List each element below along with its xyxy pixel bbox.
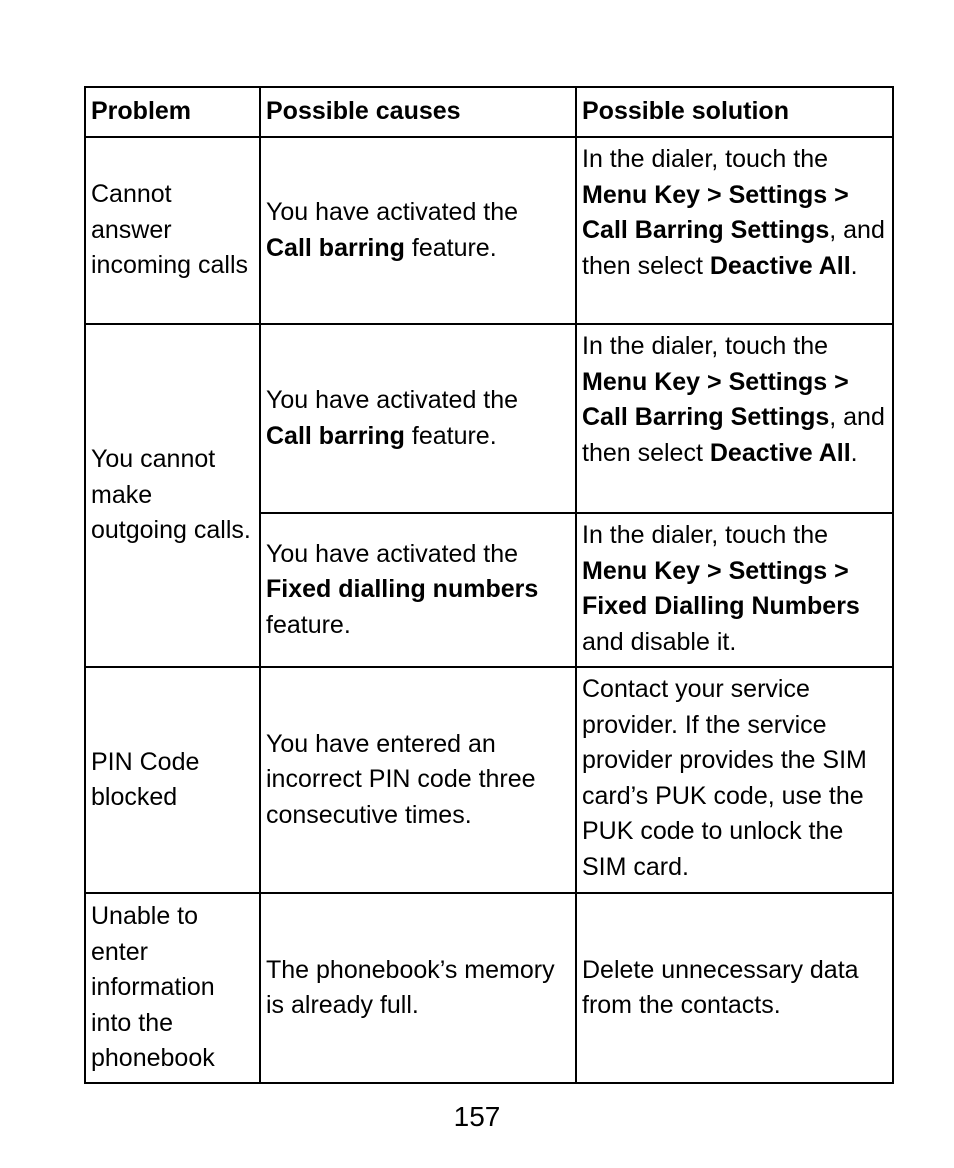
solution-cell (576, 137, 893, 324)
table-row (85, 667, 893, 893)
cause-bold-text: Fixed dialling numbers (266, 575, 539, 604)
cause-cell (260, 137, 576, 324)
cause-cell (260, 324, 576, 513)
cause-cell: You have entered an incorrect PIN code three consecutive times. (260, 667, 576, 893)
table-row (85, 324, 893, 513)
cause-cell (260, 513, 576, 667)
solution-text: , and then select (582, 403, 885, 467)
solution-cell (576, 324, 893, 513)
solution-bold-text: Menu Key > Settings > Fixed Dialling Numbers (582, 556, 860, 620)
solution-text: , and then select (582, 216, 885, 280)
solution-bold-text: Menu Key > Settings > Call Barring Settings (582, 180, 849, 244)
solution-text: In the dialer, touch the (582, 521, 829, 549)
cause-text: You have activated the (266, 198, 519, 226)
solution-text: . (850, 438, 858, 467)
table-header-row (85, 87, 893, 137)
solution-text: . (850, 251, 858, 280)
cause-cell: The phonebook’s memory is already full. (260, 893, 576, 1083)
solution-bold-text: Deactive All (709, 438, 851, 467)
solution-text: and disable it. (582, 627, 737, 656)
solution-bold-text: Menu Key > Settings > Call Barring Settings (582, 367, 849, 431)
solution-text: In the dialer, touch the (582, 145, 829, 173)
problem-cell: PIN Code blocked (85, 667, 260, 893)
cause-text: You have activated the (266, 386, 519, 414)
solution-cell: Contact your service provider. If the service provider provides the SIM card’s PUK code, use the PUK code to unlock the SIM card. (576, 667, 893, 893)
header-possible-causes: Possible causes (260, 87, 576, 137)
header-possible-solution: Possible solution (576, 87, 893, 137)
cause-bold-text: Call barring (266, 233, 405, 262)
solution-text: In the dialer, touch the (582, 332, 829, 360)
solution-cell: Delete unnecessary data from the contacts. (576, 893, 893, 1083)
page-number: 157 (453, 1101, 501, 1132)
problem-cell: You cannot make outgoing calls. (85, 324, 260, 667)
problem-cell: Unable to enter information into the phonebook (85, 893, 260, 1083)
table-row (85, 893, 893, 1083)
cause-text: You have activated the (266, 539, 519, 568)
solution-cell (576, 513, 893, 667)
solution-bold-text: Deactive All (709, 251, 851, 280)
cause-text: feature. (404, 421, 497, 450)
cause-text: feature. (266, 610, 351, 639)
cause-bold-text: Call barring (266, 421, 405, 450)
cause-text: feature. (404, 233, 497, 262)
problem-cell: Cannot answer incoming calls (85, 137, 260, 324)
troubleshooting-table (84, 86, 894, 1084)
header-problem: Problem (85, 87, 260, 137)
table-row (85, 137, 893, 324)
